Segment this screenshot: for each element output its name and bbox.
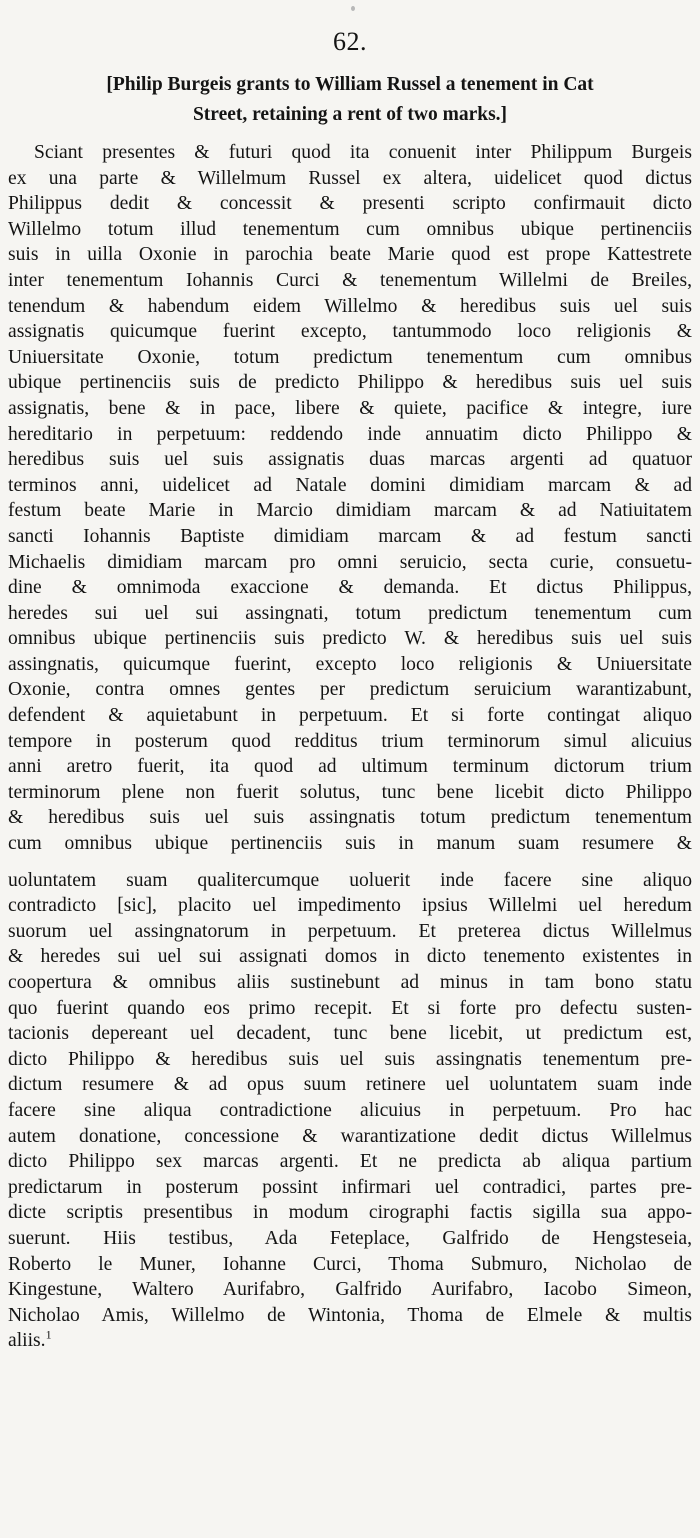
footnote-marker: 1 [45,1328,52,1342]
charter-line: suis in uilla Oxonie in parochia beate Marie quod est prope Kattestrete [8,244,692,266]
charter-text [8,140,692,1354]
charter-line: assignatis quicumque fuerint excepto, tantummodo loco religionis & [8,321,692,343]
charter-line: facere sine aliqua contradictione alicuius in perpetuum. Pro hac [8,1099,692,1121]
charter-line: Nicholao Amis, Willelmo de Wintonia, Thoma de Elmele & multis [8,1304,692,1326]
charter-line: Willelmo totum illud tenementum cum omnibus ubique pertinenciis [8,218,692,240]
charter-line: Michaelis dimidiam marcam pro omni seruicio, secta curie, consuetu- [8,551,692,573]
charter-line: Oxonie, contra omnes gentes per predictum seruicium warantizabunt, [8,679,692,701]
charter-line: tempore in posterum quod redditus trium terminorum simul alicuius [8,730,692,752]
charter-line: ex una parte & Willelmum Russel ex altera, uidelicet quod dictus [8,167,692,189]
charter-line: assignatis, bene & in pace, libere & quiete, pacifice & integre, iure [8,397,692,419]
charter-line: Kingestune, Waltero Aurifabro, Galfrido Aurifabro, Iacobo Simeon, [8,1279,692,1301]
charter-line: heredibus suis uel suis assignatis duas marcas argenti ad quatuor [8,449,692,471]
charter-line: inter tenementum Iohannis Curci & tenementum Willelmi de Breiles, [8,269,692,291]
charter-line: sancti Iohannis Baptiste dimidiam marcam & ad festum sancti [8,525,692,547]
charter-line: & heredes sui uel sui assignati domos in dicto tenemento existentes in [8,946,692,968]
charter-line: tacionis depereant uel decadent, tunc bene licebit, ut predictum est, [8,1023,692,1045]
charter-line: autem donatione, concessione & warantizatione dedit dictus Willelmus [8,1125,692,1147]
charter-line: dine & omnimoda exaccione & demanda. Et dictus Philippus, [8,577,692,599]
charter-line: suorum uel assingnatorum in perpetuum. Et preterea dictus Willelmus [8,920,692,942]
charter-line: quo fuerint quando eos primo recepit. Et si forte pro defectu susten- [8,997,692,1019]
charter-line: dictum resumere & ad opus suum retinere uel uoluntatem suam inde [8,1074,692,1096]
charter-line: assingnatis, quicumque fuerint, excepto loco religionis & Uniuersitate [8,653,692,675]
charter-line: anni aretro fuerit, ita quod ad ultimum terminum dictorum trium [8,756,692,778]
charter-line: hereditario in perpetuum: reddendo inde annuatim dicto Philippo & [8,423,692,445]
charter-line: terminorum plene non fuerit solutus, tunc bene licebit dicto Philippo [8,781,692,803]
charter-line: Sciant presentes & futuri quod ita conuenit inter Philippum Burgeis [34,142,692,163]
charter-line: Uniuersitate Oxonie, totum predictum tenementum cum omnibus [8,346,692,368]
charter-line: dicte scriptis presentibus in modum cirographi factis sigilla sua appo- [8,1202,692,1224]
charter-line: Philippus dedit & concessit & presenti scripto confirmauit dicto [8,193,692,215]
charter-heading-line: [Philip Burgeis grants to William Russel a tenement in Cat [106,74,594,95]
charter-line: festum beate Marie in Marcio dimidiam marcam & ad Natiuitatem [8,500,692,522]
charter-line: defendent & aquietabunt in perpetuum. Et si forte contingat aliquo [8,705,692,727]
charter-line: heredes sui uel sui assingnati, totum predictum tenementum cum [8,602,692,624]
charter-line: terminos anni, uidelicet ad Natale domini dimidiam marcam & ad [8,474,692,496]
charter-line: suerunt. Hiis testibus, Ada Feteplace, Galfrido de Hengsteseia, [8,1227,692,1249]
document-page [8,0,692,1538]
charter-line: & heredibus suis uel suis assingnatis totum predictum tenementum [8,807,692,829]
page-number: 62. [333,27,367,56]
page-speck [351,6,355,11]
charter-line: contradicto [sic], placito uel impedimento ipsius Willelmi uel heredum [8,895,692,917]
charter-line: coopertura & omnibus aliis sustinebunt ad minus in tam bono statu [8,972,692,993]
charter-line-text: aliis. [8,1330,46,1352]
charter-line: dicto Philippo sex marcas argenti. Et ne predicta ab aliqua partium [8,1151,692,1173]
charter-line [8,1328,692,1354]
charter-heading-line: Street, retaining a rent of two marks.] [192,104,508,125]
charter-line: ubique pertinenciis suis de predicto Philippo & heredibus suis uel suis [8,372,692,394]
charter-line: cum omnibus ubique pertinenciis suis in manum suam resumere & [8,833,692,855]
charter-line: uoluntatem suam qualitercumque uoluerit inde facere sine aliquo [8,869,692,891]
charter-line: predictarum in posterum possint infirmari uel contradici, partes pre- [8,1176,692,1198]
charter-line: tenendum & habendum eidem Willelmo & heredibus suis uel suis [8,295,692,317]
charter-line: omnibus ubique pertinenciis suis predicto W. & heredibus suis uel suis [8,628,692,650]
charter-line: dicto Philippo & heredibus suis uel suis assingnatis tenementum pre- [8,1048,692,1070]
charter-heading [8,70,692,130]
charter-line: Roberto le Muner, Iohanne Curci, Thoma Submuro, Nicholao de [8,1253,692,1275]
